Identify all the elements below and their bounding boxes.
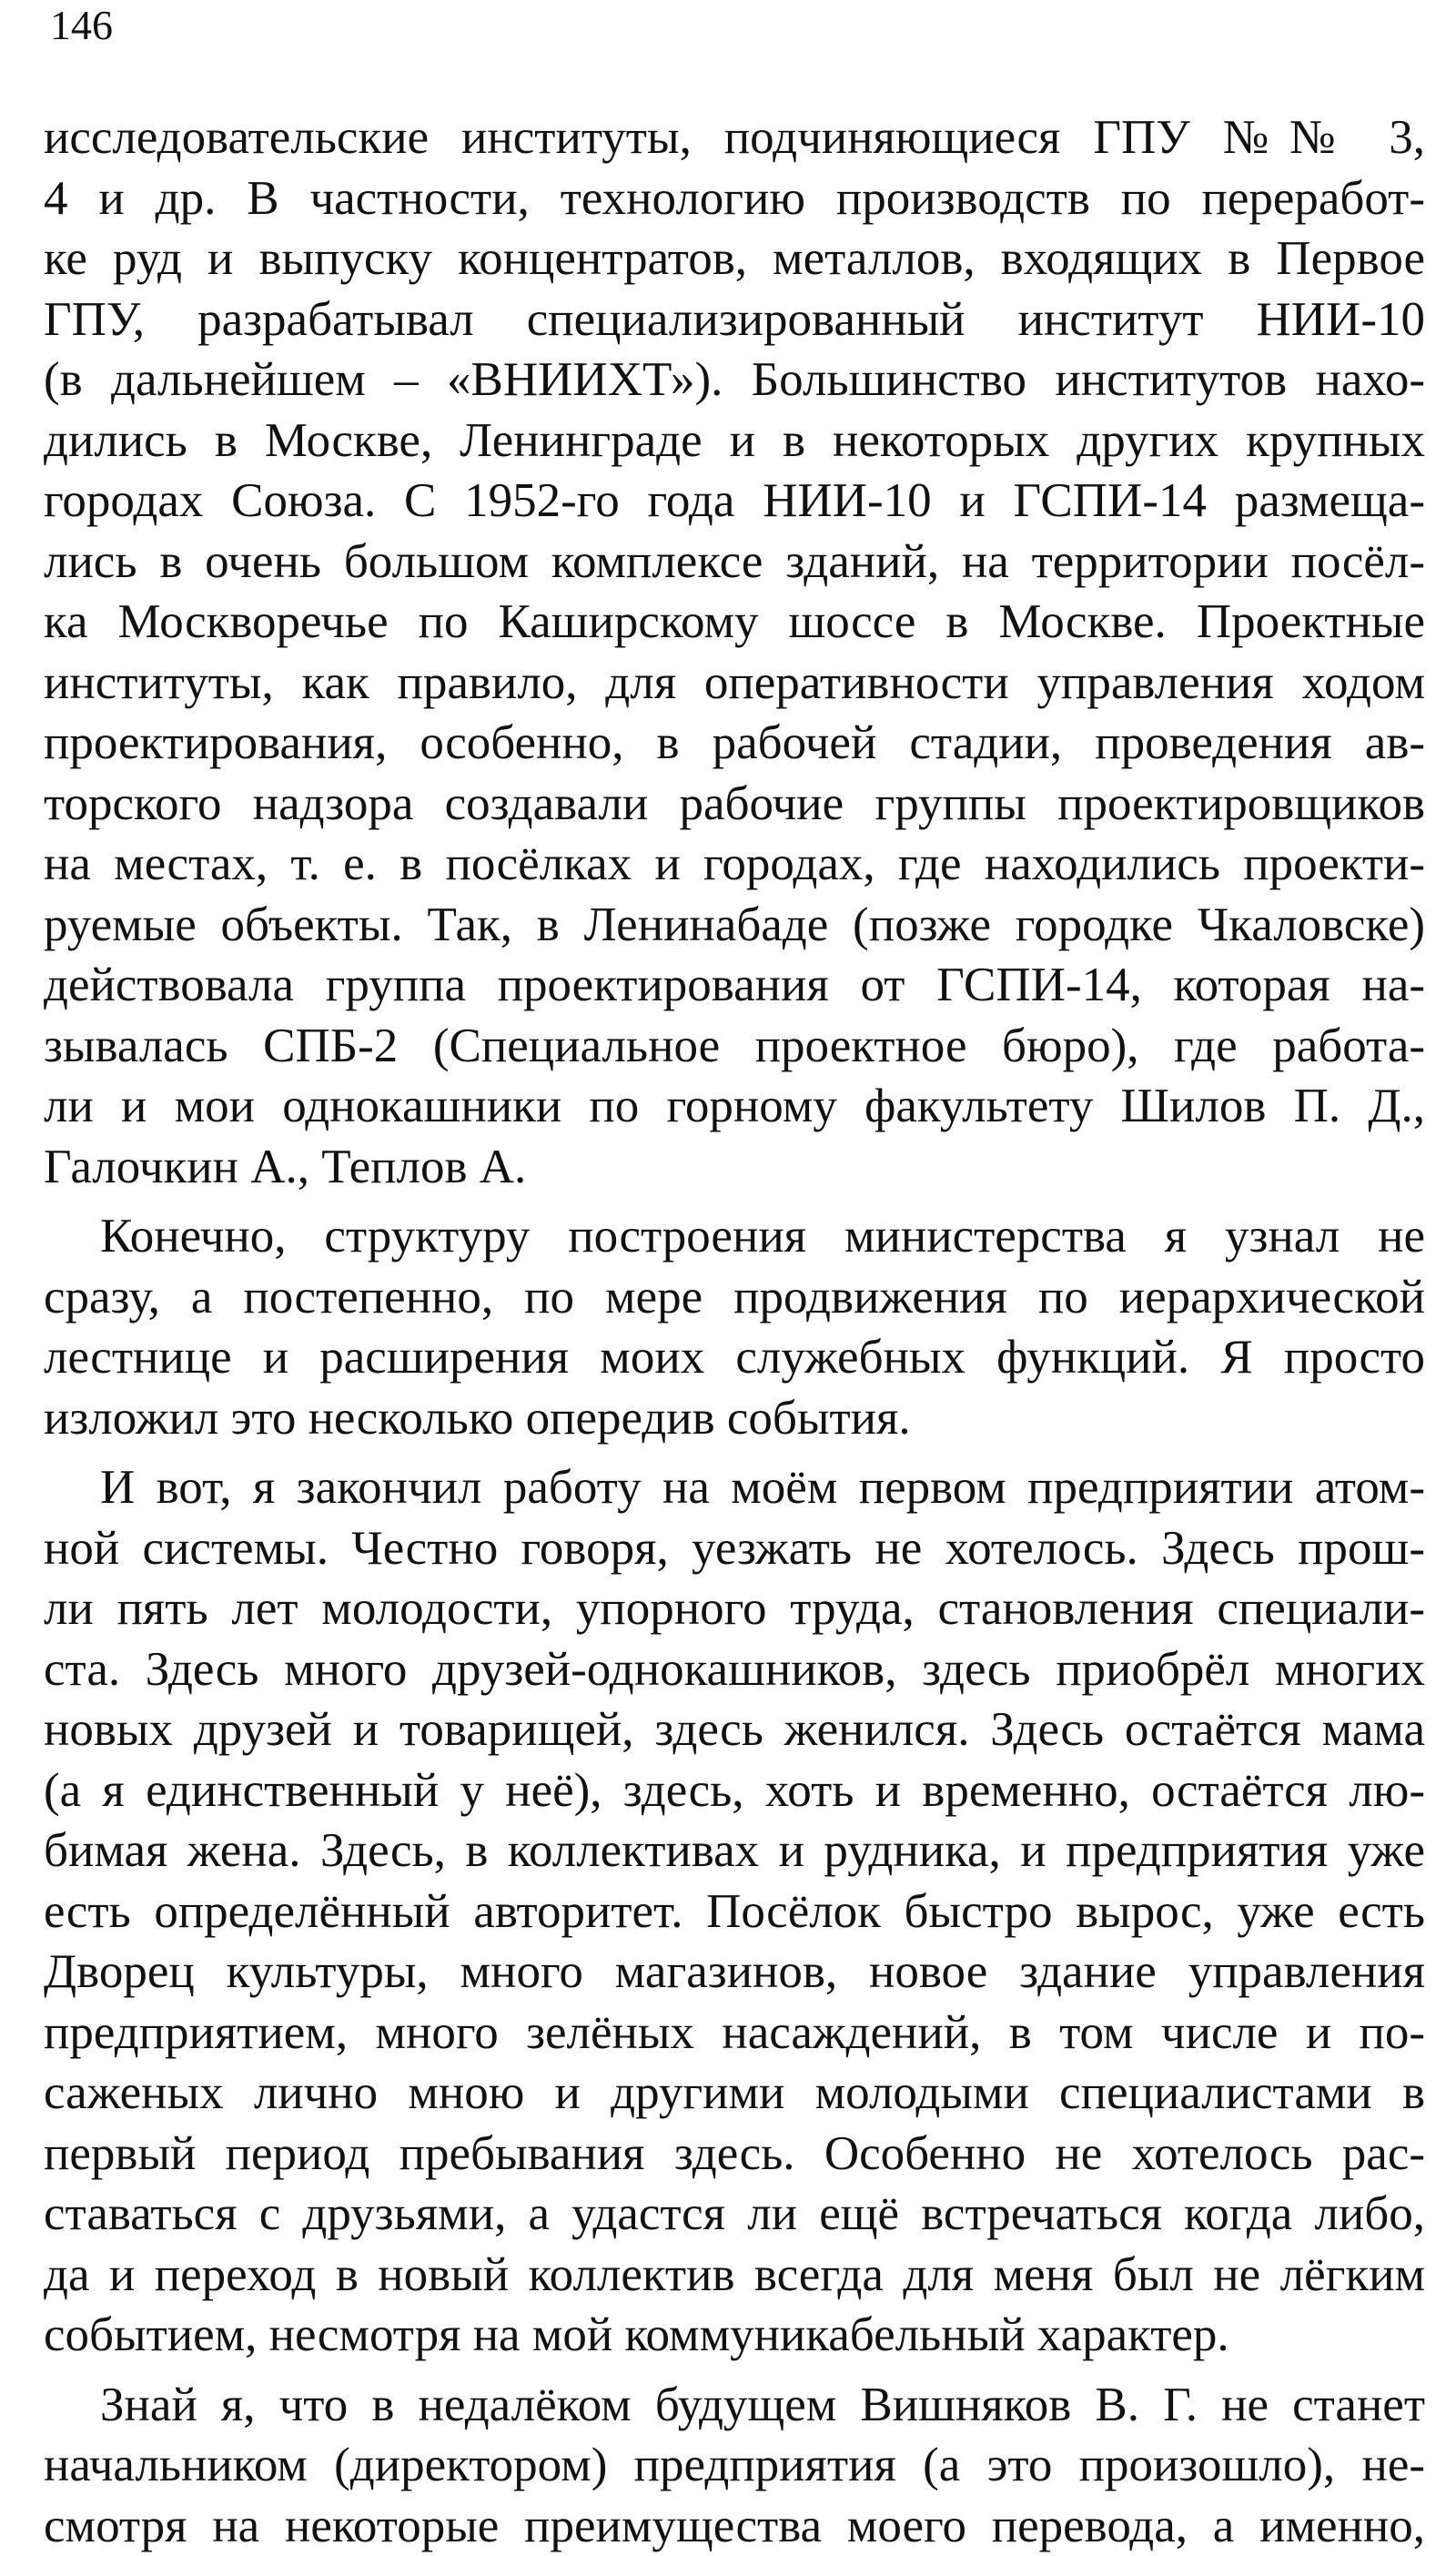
text-line: дились в Москве, Ленинграде и в некоторых других крупных <box>44 411 1425 472</box>
text-line: руемые объекты. Так, в Ленинабаде (позже городке Чкаловске) <box>44 895 1425 956</box>
paragraph-2 <box>44 1206 1425 1448</box>
text-line: саженых лично мною и другими молодыми специалистами в <box>44 2063 1425 2124</box>
text-line: действовала группа проектирования от ГСПИ-14, которая на- <box>44 955 1425 1016</box>
text-line: ка Москворечье по Каширскому шоссе в Москве. Проектные <box>44 592 1425 653</box>
text-line: И вот, я закончил работу на моём первом предприятии атом- <box>44 1457 1425 1518</box>
text-line: Конечно, структуру построения министерства я узнал не <box>44 1206 1425 1267</box>
text-line: ке руд и выпуску концентратов, металлов, входящих в Первое <box>44 228 1425 289</box>
text-line: Дворец культуры, много магазинов, новое здание управления <box>44 1942 1425 2003</box>
text-line: зывалась СПБ-2 (Специальное проектное бюро), где работа- <box>44 1016 1425 1077</box>
paragraph-1 <box>44 107 1425 1197</box>
text-line: ста. Здесь много друзей-однокашников, здесь приобрёл многих <box>44 1639 1425 1700</box>
text-line: исследовательские институты, подчиняющиеся ГПУ №№ 3, <box>44 107 1425 168</box>
text-line: есть определённый авторитет. Посёлок быстро вырос, уже есть <box>44 1882 1425 1942</box>
paragraph-4 <box>44 2375 1425 2556</box>
text-line: ГПУ, разрабатывал специализированный институт НИИ-10 <box>44 289 1425 350</box>
text-line: начальником (директором) предприятия (а это произошло), не- <box>44 2435 1425 2496</box>
text-line: событием, несмотря на мой коммуникабельный характер. <box>44 2305 1425 2366</box>
paragraph-3 <box>44 1457 1425 2366</box>
text-line: городах Союза. С 1952-го года НИИ-10 и ГСПИ-14 размеща- <box>44 471 1425 532</box>
text-line: институты, как правило, для оперативности управления ходом <box>44 653 1425 714</box>
text-line: торского надзора создавали рабочие группы проектировщиков <box>44 774 1425 835</box>
text-line: лись в очень большом комплексе зданий, на территории посёл- <box>44 532 1425 593</box>
text-line: новых друзей и товарищей, здесь женился. Здесь остаётся мама <box>44 1699 1425 1760</box>
page-number: 146 <box>50 0 113 51</box>
text-line: (а я единственный у неё), здесь, хоть и временно, остаётся лю- <box>44 1760 1425 1821</box>
text-line: изложил это несколько опередив события. <box>44 1388 1425 1449</box>
text-line: на местах, т. е. в посёлках и городах, где находились проекти- <box>44 834 1425 895</box>
text-line: Знай я, что в недалёком будущем Вишняков В. Г. не станет <box>44 2375 1425 2436</box>
text-line: первый период пребывания здесь. Особенно не хотелось рас- <box>44 2124 1425 2185</box>
text-line: лестнице и расширения моих служебных функций. Я просто <box>44 1327 1425 1388</box>
book-text-body <box>44 107 1425 2556</box>
text-line: (в дальнейшем – «ВНИИХТ»). Большинство институтов нахо- <box>44 350 1425 411</box>
text-line: бимая жена. Здесь, в коллективах и рудника, и предприятия уже <box>44 1821 1425 1882</box>
text-line: ставаться с друзьями, а удастся ли ещё встречаться когда либо, <box>44 2184 1425 2245</box>
text-line: смотря на некоторые преимущества моего перевода, а именно, <box>44 2496 1425 2556</box>
text-line: ли пять лет молодости, упорного труда, становления специали- <box>44 1578 1425 1639</box>
text-line: ной системы. Честно говоря, уезжать не хотелось. Здесь прош- <box>44 1518 1425 1579</box>
text-line: 4 и др. В частности, технологию производств по переработ- <box>44 168 1425 229</box>
text-line: ли и мои однокашники по горному факультету Шилов П. Д., <box>44 1076 1425 1137</box>
text-line: Галочкин А., Теплов А. <box>44 1137 1425 1198</box>
text-line: предприятием, много зелёных насаждений, в том числе и по- <box>44 2003 1425 2064</box>
text-line: проектирования, особенно, в рабочей стадии, проведения ав- <box>44 713 1425 774</box>
text-line: да и переход в новый коллектив всегда для меня был не лёгким <box>44 2245 1425 2306</box>
text-line: сразу, а постепенно, по мере продвижения по иерархической <box>44 1267 1425 1328</box>
